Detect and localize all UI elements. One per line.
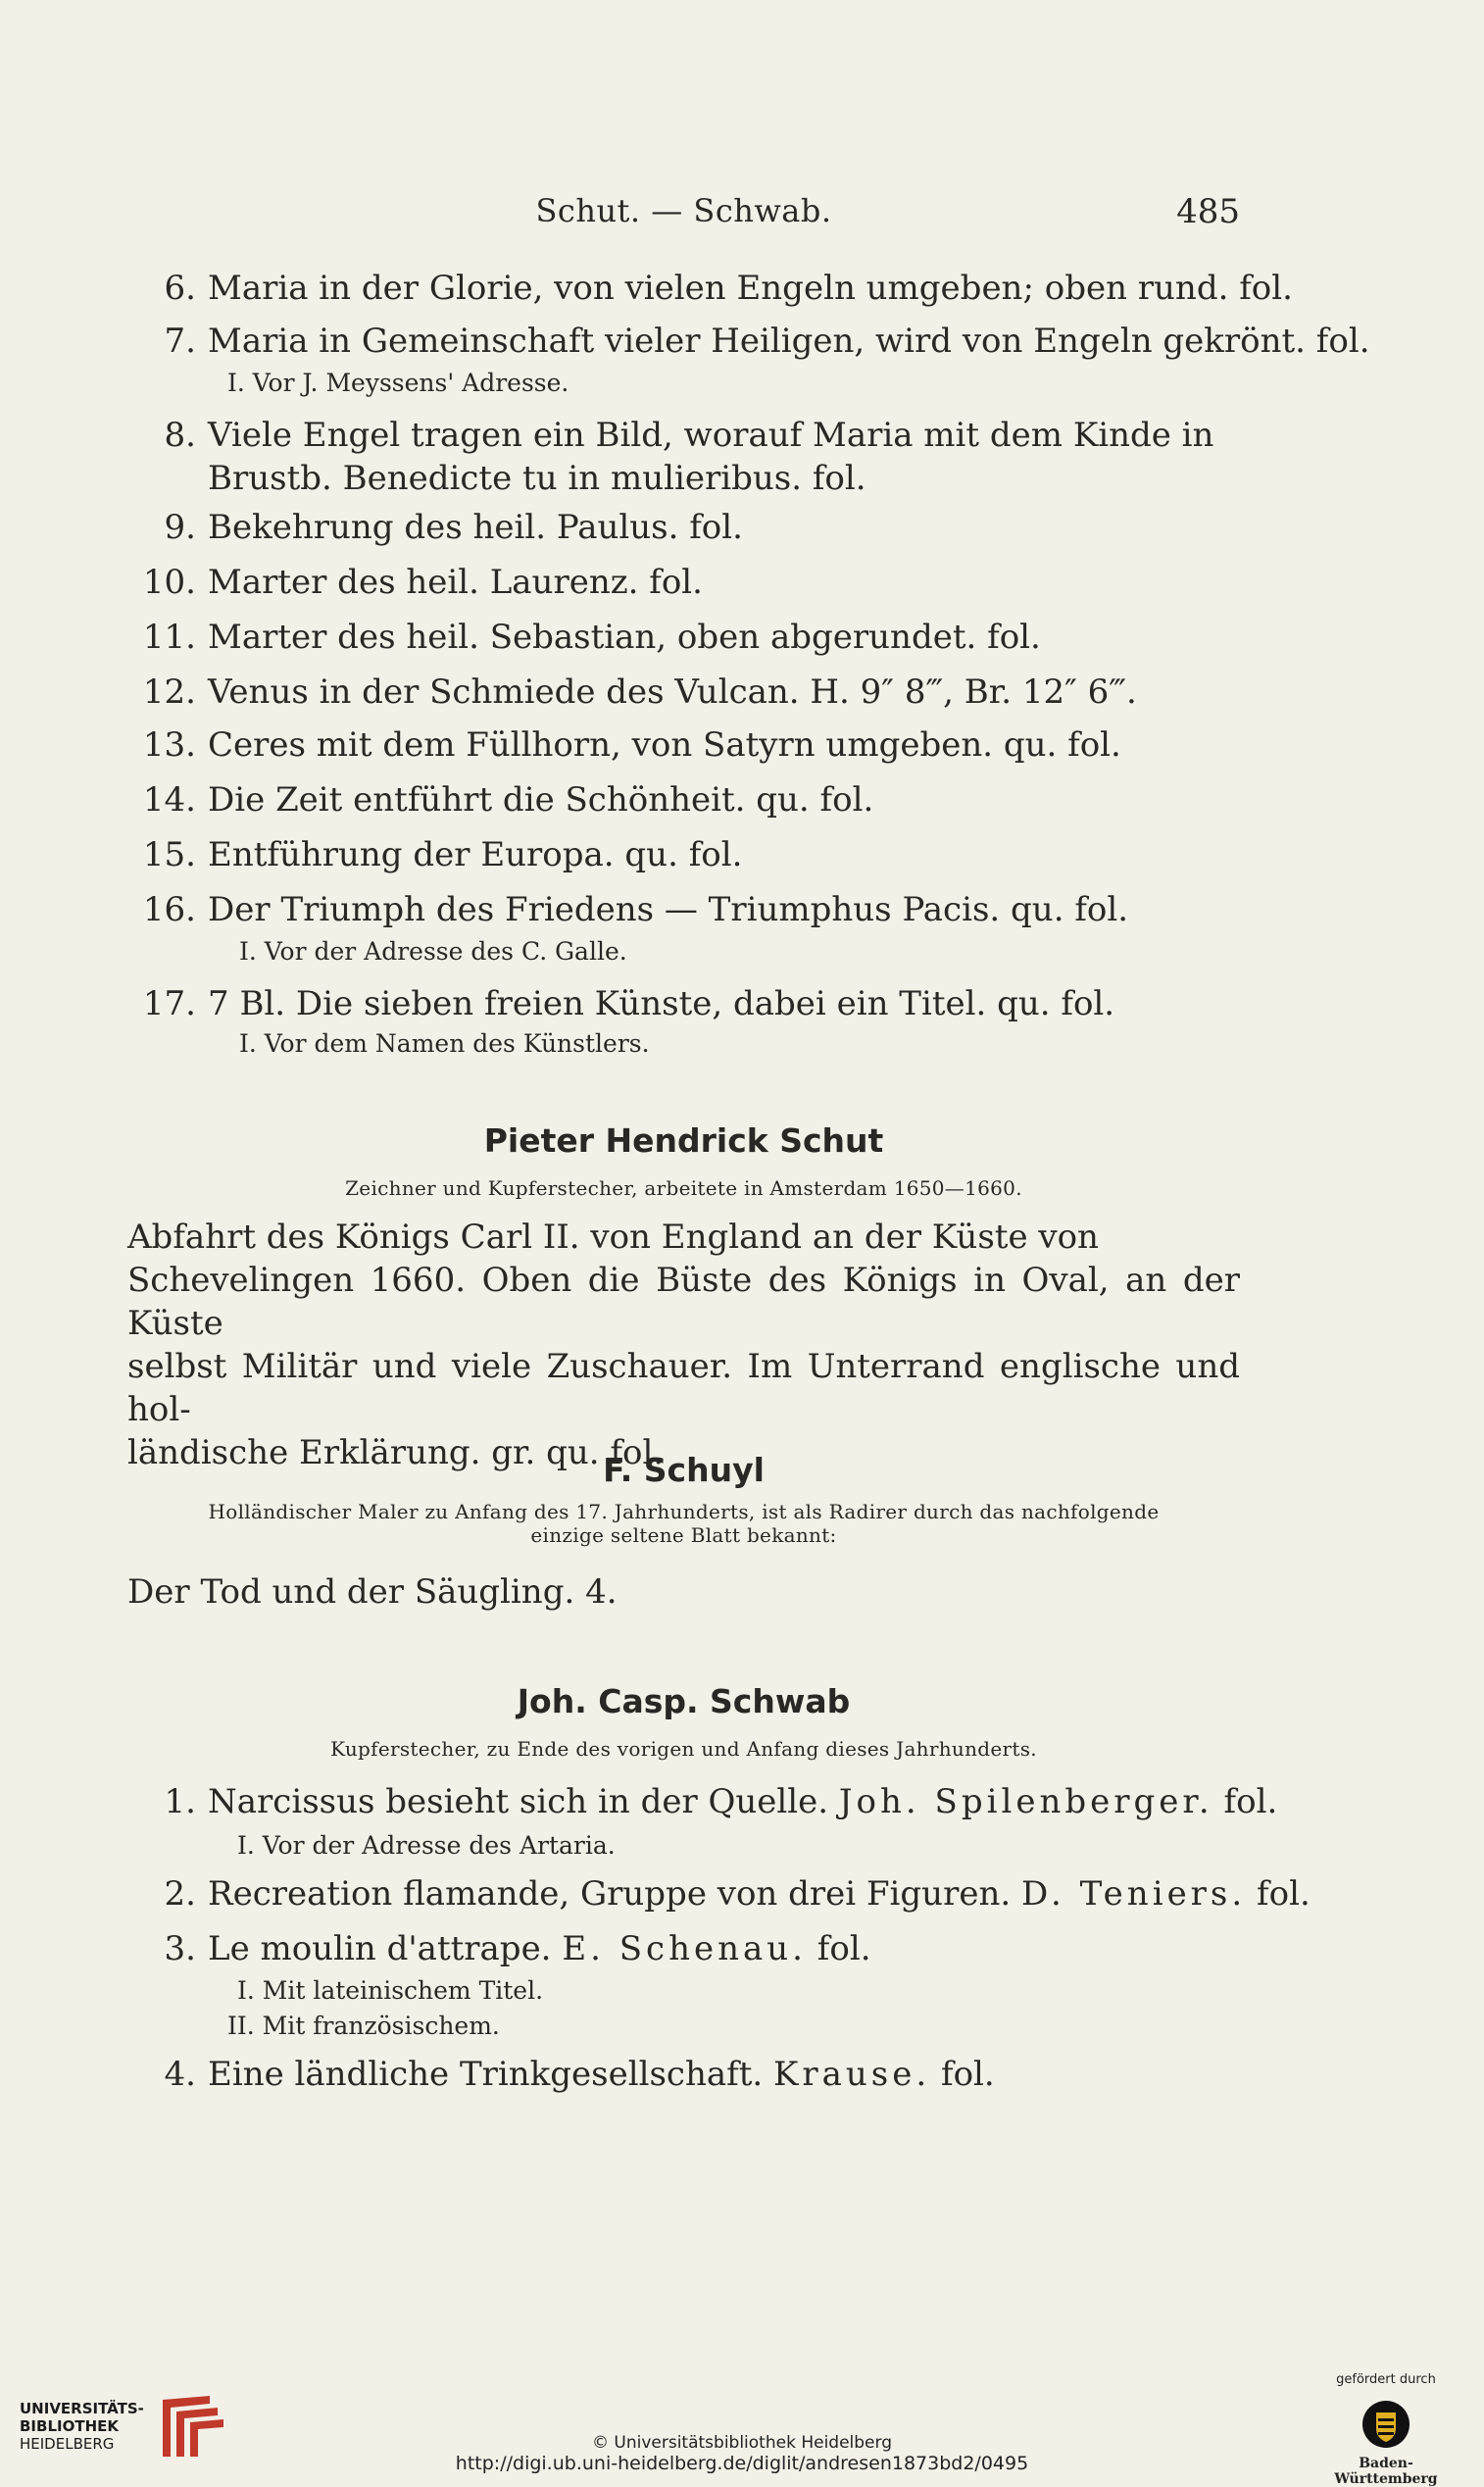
funder-logo	[1308, 2372, 1464, 2487]
logo-text: UNIVERSITÄTS-	[20, 2400, 144, 2417]
item-subnote: I. Vor dem Namen des Künstlers.	[239, 1029, 650, 1058]
item-number: 14.	[142, 780, 196, 820]
item-number: 4.	[164, 2055, 196, 2094]
item-number: 12.	[142, 672, 196, 712]
item-text: Der Triumph des Friedens — Triumphus Pacis. qu. fol.	[208, 890, 1129, 929]
list-item	[127, 561, 703, 604]
item-text: Narcissus besieht sich in der Quelle.	[208, 1782, 829, 1821]
running-head	[127, 192, 1240, 235]
list-item	[127, 1780, 1277, 1823]
item-text: Viele Engel tragen ein Bild, worauf Maria mit dem Kinde in	[208, 416, 1214, 455]
list-item	[127, 982, 1114, 1025]
list-item	[127, 833, 742, 876]
list-item	[127, 778, 873, 821]
item-text: Ceres mit dem Füllhorn, von Satyrn umgeben. qu. fol.	[208, 725, 1121, 765]
artist-name: Joh. Spilenberger.	[838, 1782, 1213, 1821]
item-text: Eine ländliche Trinkgesellschaft.	[208, 2055, 764, 2094]
item-text: Marter des heil. Laurenz. fol.	[208, 563, 703, 602]
funder-label: gefördert durch	[1336, 2372, 1436, 2387]
section-heading-schuyl: F. Schuyl	[603, 1451, 765, 1489]
logo-text: HEIDELBERG	[20, 2435, 115, 2453]
list-item	[127, 723, 1121, 767]
item-text: Marter des heil. Sebastian, oben abgerundet. fol.	[208, 618, 1041, 657]
biographical-note	[137, 1500, 1230, 1547]
list-item	[127, 267, 1293, 310]
list-item	[127, 506, 743, 549]
entry-paragraph	[127, 1216, 1240, 1474]
paragraph-line: selbst Militär und viele Zuschauer. Im Unterrand englische und hol-	[127, 1347, 1240, 1429]
list-item	[127, 1872, 1311, 1915]
logo-text: BIBLIOTHEK	[20, 2417, 119, 2435]
item-subnote: I. Mit lateinischem Titel.	[237, 1976, 544, 2005]
item-number: 8.	[164, 416, 196, 455]
item-number: 11.	[142, 618, 196, 657]
item-number: 9.	[164, 508, 196, 547]
list-item	[127, 414, 1213, 457]
section-heading-schut: Pieter Hendrick Schut	[483, 1121, 884, 1160]
list-item	[127, 1927, 871, 1970]
item-format: fol.	[816, 1929, 871, 1968]
page-number: 485	[1176, 192, 1240, 231]
item-number: 3.	[164, 1929, 196, 1968]
item-number: 13.	[142, 725, 196, 765]
biographical-note: Zeichner und Kupferstecher, arbeitete in Amsterdam 1650—1660.	[345, 1176, 1022, 1200]
funder-name: Baden-Württemberg	[1334, 2456, 1438, 2487]
item-text: Le moulin d'attrape.	[208, 1929, 552, 1968]
coat-of-arms-icon	[1359, 2397, 1413, 2452]
artist-name: Krause.	[772, 2055, 931, 2094]
item-subnote: I. Vor der Adresse des Artaria.	[237, 1831, 616, 1860]
running-head-title: Schut. — Schwab.	[535, 192, 832, 229]
list-item	[127, 2053, 995, 2096]
item-number: 15.	[142, 835, 196, 874]
item-text: Maria in Gemeinschaft vieler Heiligen, wird von Engeln gekrönt. fol.	[208, 322, 1370, 361]
artist-name: E. Schenau.	[562, 1929, 807, 1968]
item-text: Entführung der Europa. qu. fol.	[208, 835, 743, 874]
item-text: Venus in der Schmiede des Vulcan. H. 9″ 8‴, Br. 12″ 6‴.	[208, 672, 1137, 712]
copyright-notice: © Universitätsbibliothek Heidelberg	[591, 2433, 892, 2453]
item-subnote: I. Vor der Adresse des C. Galle.	[239, 937, 627, 966]
item-text: Recreation flamande, Gruppe von drei Figuren.	[208, 1874, 1012, 1914]
item-continuation: Brustb. Benedicte tu in mulieribus. fol.	[208, 459, 866, 498]
item-number: 7.	[164, 322, 196, 361]
item-subnote: II. Mit französischem.	[227, 2012, 500, 2040]
permalink-url[interactable]: http://digi.ub.uni-heidelberg.de/diglit/andresen1873bd2/0495	[455, 2453, 1029, 2474]
list-item	[127, 888, 1128, 931]
item-subnote: I. Vor J. Meyssens' Adresse.	[227, 369, 569, 397]
item-text: Bekehrung des heil. Paulus. fol.	[208, 508, 743, 547]
artist-name: D. Teniers.	[1020, 1874, 1247, 1914]
item-number: 6.	[164, 269, 196, 308]
paragraph-line: ländische Erklärung. gr. qu. fol.	[127, 1433, 665, 1472]
item-text: 7 Bl. Die sieben freien Künste, dabei ein Titel. qu. fol.	[208, 984, 1115, 1023]
list-item	[127, 320, 1370, 363]
paragraph-line: Abfahrt des Königs Carl II. von England an der Küste von	[127, 1218, 1099, 1257]
paragraph-line: Schevelingen 1660. Oben die Büste des Königs in Oval, an der Küste	[127, 1261, 1240, 1343]
item-number: 16.	[142, 890, 196, 929]
item-text: Die Zeit entführt die Schönheit. qu. fol.	[208, 780, 874, 820]
note-line: Holländischer Maler zu Anfang des 17. Jahrhunderts, ist als Radirer durch das nachfolgende	[208, 1500, 1160, 1523]
item-number: 2.	[164, 1874, 196, 1914]
biographical-note: Kupferstecher, zu Ende des vorigen und Anfang dieses Jahrhunderts.	[330, 1737, 1037, 1761]
note-line: einzige seltene Blatt bekannt:	[530, 1523, 837, 1547]
list-item	[127, 616, 1041, 659]
section-heading-schwab: Joh. Casp. Schwab	[517, 1682, 851, 1720]
item-format: fol.	[941, 2055, 995, 2094]
item-number: 17.	[142, 984, 196, 1023]
item-number: 1.	[164, 1782, 196, 1821]
entry-text: Der Tod und der Säugling. 4.	[127, 1572, 618, 1612]
item-format: fol.	[1257, 1874, 1311, 1914]
item-format: fol.	[1223, 1782, 1278, 1821]
item-number: 10.	[142, 563, 196, 602]
item-text: Maria in der Glorie, von vielen Engeln umgeben; oben rund. fol.	[208, 269, 1293, 308]
list-item	[127, 671, 1137, 714]
